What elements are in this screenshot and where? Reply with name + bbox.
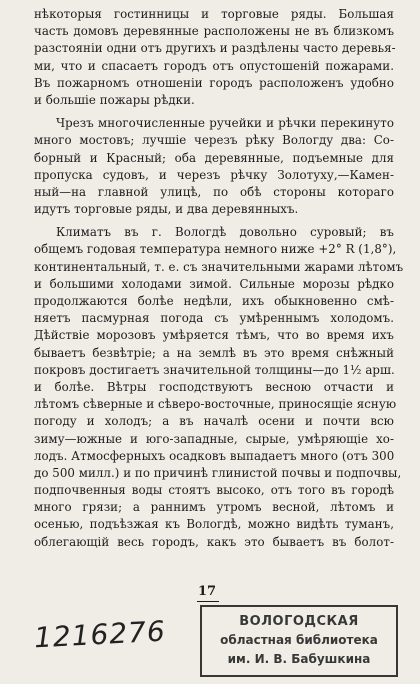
text-line-22: и болѣе. Вѣтры господствуютъ весною отчасти и	[34, 379, 394, 394]
text-line-18: няетъ пасмурная погода съ умѣреннымъ холодомъ.	[34, 311, 394, 326]
page-number: 17	[198, 584, 217, 599]
text-line-7: Чрезъ многочисленные ручейки и рѣчки перекинуто	[56, 116, 394, 131]
page-number-rule	[197, 601, 219, 602]
text-line-2: часть домовъ деревянные расположены не въ близкомъ	[34, 24, 394, 39]
text-line-5: Въ пожарномъ отношеніи городъ расположенъ удобно	[34, 75, 394, 90]
text-line-21: покровъ достигаетъ значительной толщины—до 1½ арш.	[34, 362, 395, 377]
text-line-1: нѣкоторыя гостинницы и торговые ряды. Большая	[34, 7, 394, 21]
text-line-14: общемъ годовая температура немного ниже +2° R (1,8°),	[34, 242, 397, 257]
text-line-13: Климатъ въ г. Вологдѣ довольно суровый; въ	[56, 225, 394, 240]
text-line-6: и большіе пожары рѣдки.	[34, 92, 195, 107]
text-line-12: идутъ торговые ряды, и два деревянныхъ.	[34, 202, 299, 217]
text-line-15: континентальный, т. е. съ значительными жарами лѣтомъ	[34, 259, 404, 274]
text-line-25: зиму—южные и юго-западные, сырые, умѣряющіе хо-	[34, 431, 394, 446]
text-line-23: лѣтомъ сѣверные и сѣверо-восточные, приносящіе ясную	[34, 397, 397, 412]
text-line-8: много мостовъ; лучшіе черезъ рѣку Вологду два: Со-	[34, 133, 394, 148]
text-line-24: погоду и холодъ; а въ началѣ осени и почти всю	[34, 414, 394, 429]
text-line-10: пропуска судовъ, и черезъ рѣчку Золотуху,—Камен-	[34, 167, 394, 182]
text-line-16: и большими холодами зимой. Сильные морозы рѣдко	[34, 276, 394, 291]
text-line-19: Дѣйствіе морозовъ умѣряется тѣмъ, что во время ихъ	[34, 328, 394, 343]
stamp-line-3: им. И. В. Бабушкина	[227, 652, 371, 666]
text-line-3: разстояніи одни отъ другихъ и раздѣлены часто деревья-	[34, 41, 396, 56]
text-line-26: лодъ. Атмосферныхъ осадковъ выпадаетъ много (отъ 300	[34, 448, 395, 463]
stamp-line-1: ВОЛОГОДСКАЯ	[239, 614, 359, 629]
text-line-9: борный и Красный; оба деревянные, подъемные для	[34, 150, 394, 165]
text-line-30: осенью, подъѣзжая къ Вологдѣ, можно видѣть туманъ,	[34, 517, 394, 532]
inventory-number: 1216276	[33, 614, 167, 655]
text-line-17: продолжаются болѣе недѣли, ихъ обыкновенно смѣ-	[34, 294, 394, 308]
text-line-31: облегающій весь городъ, какъ это бываетъ въ болот-	[34, 534, 394, 549]
text-line-28: подпочвенныя воды стоятъ высоко, отъ того въ городѣ	[34, 483, 394, 498]
text-line-4: ми, что и спасаетъ городъ отъ опустошеній пожарами.	[34, 58, 394, 73]
text-line-11: ный—на главной улицѣ, по обѣ стороны котораго	[34, 184, 394, 199]
text-line-20: бываетъ безвѣтріе; а на землѣ въ это время снѣжный	[34, 345, 394, 360]
stamp-line-2: областная библиотека	[220, 633, 378, 647]
library-stamp	[200, 605, 398, 677]
text-line-27: до 500 милл.) и по причинѣ глинистой почвы и подпочвы,	[34, 465, 402, 480]
body-text	[34, 6, 404, 551]
text-line-29: много грязи; а раннимъ утромъ весной, лѣтомъ и	[34, 500, 394, 515]
